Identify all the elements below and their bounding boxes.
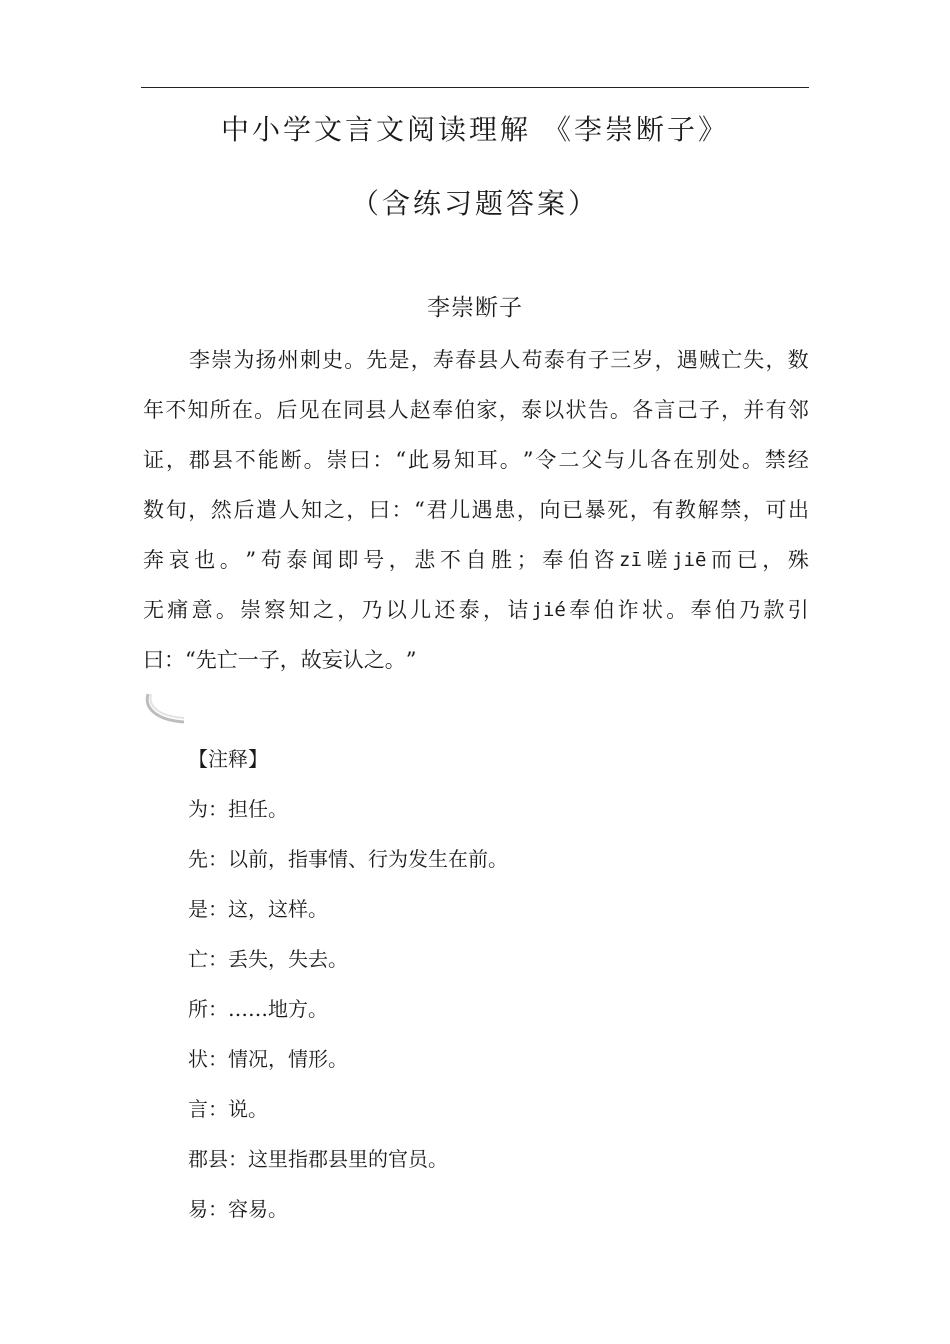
passage-char: 赵 [409,398,431,422]
passage-char: ， [721,398,743,422]
passage-char: “ [395,448,407,472]
passage-char: 州 [277,348,299,372]
passage-char: 泰 [543,348,565,372]
passage-line [143,438,809,488]
passage-char: 还 [434,598,456,622]
passage-char: 之 [312,598,334,622]
passage-char: 亡 [216,648,238,672]
passage-char: 儿 [410,598,432,622]
passage-char: 。 [344,348,366,372]
note-item: 亡：丢失，失去。 [188,947,348,971]
passage-char: ， [482,598,504,622]
passage-char: 诈 [617,598,639,622]
passage-char: ， [410,348,432,372]
passage-char: 伯 [567,548,589,572]
passage-char: 同 [343,398,365,422]
passage-char: 认 [342,648,364,672]
passage-char: ， [165,448,187,472]
passage-char: 款 [763,598,785,622]
passage-char: 向 [539,498,561,522]
passage-char: “ [414,498,425,522]
passage-char: 亡 [721,348,743,372]
passage-char: ： [164,648,185,672]
passage-char: ” [522,448,534,472]
passage-char: 己 [676,398,698,422]
passage-char: 崇 [240,598,262,622]
passage-char: 引 [787,598,809,622]
passage-char: 嗟 [646,548,668,572]
passage-char: 。 [666,598,688,622]
passage-char: 也 [194,548,216,572]
note-item: 郡县：这里指郡县里的官员。 [188,1147,448,1171]
passage-char: 状 [565,398,587,422]
passage-char: 教 [675,498,696,522]
note-item: 先：以前，指事情、行为发生在前。 [188,847,508,871]
passage-char: 春 [455,348,477,372]
passage-char: 数 [787,348,809,372]
passage-char: 即 [337,548,359,572]
passage-line [143,388,809,438]
passage-char: 不 [165,398,187,422]
passage-char: 失 [743,348,765,372]
passage-char: 人 [278,498,300,522]
passage-char: 家 [476,398,498,422]
passage-char: 耳 [476,448,498,472]
passage-char: 贼 [698,348,720,372]
passage-char: 伯 [593,598,615,622]
passage-char: 言 [654,398,676,422]
passage-char: 县 [477,348,499,372]
passage-char: 知 [301,498,323,522]
passage-char: 。 [254,398,276,422]
passage-char: 并 [743,398,765,422]
passage-char: 儿 [627,448,649,472]
passage-char: 崇 [211,348,233,372]
passage-char: 刺 [299,348,321,372]
passage-char: 伯 [714,598,736,622]
passage-title: 李崇断子 [427,295,523,321]
passage-char: 曰 [349,448,371,472]
passage-line [143,638,809,688]
passage-char: 禁 [720,498,742,522]
passage-char: 自 [465,548,487,572]
passage-char: 死 [607,498,629,522]
passage-char: 。 [219,548,241,572]
passage-char: 可 [765,498,787,522]
passage-char: ， [498,398,520,422]
passage-char: 。 [741,448,763,472]
passage-char: 状 [641,598,663,622]
document-subtitle: （含练习题答案） [350,187,599,220]
passage-char: ， [388,548,410,572]
passage-char: 号 [363,548,385,572]
passage-line [143,588,809,638]
passage-char: ； [516,548,538,572]
passage-char: 先 [366,348,388,372]
passage-char: 史 [322,348,344,372]
passage-char: 与 [604,448,626,472]
passage-char: 泰 [520,398,542,422]
passage-line [143,538,809,588]
note-item: 状：情况，情形。 [188,1047,348,1071]
passage-char: 出 [787,498,809,522]
passage-char: 县 [211,448,233,472]
passage-char: 经 [787,448,809,472]
passage-char: 殊 [787,548,809,572]
passage-char: 痛 [167,598,189,622]
passage-char: 为 [233,348,255,372]
passage-char: ， [188,498,210,522]
passage-char: ， [762,548,784,572]
passage-char: 在 [231,398,253,422]
passage-char: 知 [453,448,475,472]
note-item: 言：说。 [188,1097,268,1121]
passage-char: 。 [384,648,406,672]
note-item: 为：担任。 [188,797,288,821]
passage-char: 岁 [632,348,654,372]
document-title: 中小学文言文阅读理解 《李崇断子》 [221,113,729,146]
passage-char: 君 [426,498,448,522]
passage-char: ， [742,498,764,522]
passage-char: 在 [320,398,342,422]
passage-char: 先 [195,648,217,672]
passage-line [143,338,809,388]
passage-char: 告 [587,398,609,422]
passage-body [143,338,809,688]
passage-char: 已 [562,498,584,522]
passage-char: 奉 [432,398,454,422]
passage-char: 后 [233,498,255,522]
passage-char: 寿 [432,348,454,372]
passage-char: 泰 [286,548,308,572]
passage-char: 察 [264,598,286,622]
page-curl-mark [142,690,188,730]
passage-char: 之 [363,648,385,672]
passage-char: 胜 [491,548,513,572]
passage-char: 哀 [168,548,190,572]
passage-char: 奉 [690,598,712,622]
passage-char: 见 [298,398,320,422]
passage-char: 无 [143,598,164,622]
passage-char: 。 [303,448,325,472]
passage-char: 子 [698,398,720,422]
passage-char: 然 [210,498,232,522]
passage-char: ： [372,448,394,472]
passage-char: 崇 [326,448,348,472]
passage-char: 闻 [311,548,333,572]
passage-char: 以 [543,398,565,422]
passage-char: ， [279,648,301,672]
passage-char: 解 [697,498,719,522]
passage-char: 苟 [521,348,543,372]
passage-char: 证 [143,448,164,472]
passage-char: 邻 [787,398,809,422]
passage-char: ： [391,498,413,522]
passage-char: 断 [280,448,302,472]
passage-char: 是 [388,348,410,372]
passage-char: 李 [189,348,210,372]
passage-char: 二 [558,448,580,472]
passage-char: 诘 [507,598,529,622]
passage-char: 能 [257,448,279,472]
passage-char: 遇 [471,498,493,522]
passage-char: 各 [650,448,672,472]
passage-char: 禁 [764,448,786,472]
passage-char: 苟 [260,548,282,572]
passage-char: ， [765,348,787,372]
passage-char: 奉 [542,548,564,572]
passage-char: 扬 [255,348,277,372]
passage-char: 后 [276,398,298,422]
passage-char: ” [245,548,257,572]
passage-char: 奔 [143,548,164,572]
passage-char: 妄 [321,648,343,672]
passage-char: ” [405,648,417,672]
passage-char: 患 [494,498,516,522]
header-rule [141,87,809,88]
passage-char: zī [619,549,642,571]
passage-char: 不 [439,548,461,572]
passage-char: 在 [673,448,694,472]
passage-char: 以 [385,598,407,622]
passage-char: 子 [258,648,280,672]
note-item: 是：这，这样。 [188,897,328,921]
passage-char: 而 [711,548,733,572]
passage-char: 年 [143,398,164,422]
passage-char: jié [531,599,566,621]
passage-char: 所 [209,398,231,422]
passage-char: 此 [408,448,429,472]
passage-char: 易 [430,448,452,472]
passage-char: 父 [581,448,603,472]
passage-char: 。 [609,398,631,422]
passage-char: 儿 [449,498,471,522]
passage-char: “ [185,648,196,672]
passage-char: 乃 [739,598,761,622]
passage-char: 乃 [361,598,383,622]
passage-char: 数 [143,498,164,522]
passage-char: 。 [215,598,237,622]
passage-char: 别 [695,448,717,472]
passage-char: 县 [365,398,387,422]
passage-char: 知 [187,398,209,422]
passage-char: 旬 [165,498,187,522]
passage-char: 意 [191,598,213,622]
passage-char: 令 [535,448,557,472]
passage-char: 曰 [143,648,164,672]
passage-char: ， [337,598,359,622]
notes-section [188,738,788,1238]
passage-char: 有 [765,398,787,422]
passage-char: 曰 [368,498,390,522]
passage-char: 咨 [593,548,615,572]
passage-char: 之 [323,498,345,522]
passage-char: 知 [288,598,310,622]
passage-char: 暴 [584,498,606,522]
passage-char: 郡 [188,448,210,472]
passage-char: 悲 [414,548,436,572]
passage-char: 奉 [569,598,591,622]
passage-line [143,488,809,538]
passage-char: ， [346,498,368,522]
notes-header: 【注释】 [188,747,268,771]
passage-char: 。 [499,448,521,472]
passage-char: 子 [588,348,610,372]
passage-char: 故 [300,648,322,672]
passage-char: ， [516,498,538,522]
passage-char: 遣 [255,498,277,522]
passage-char: 遇 [676,348,698,372]
note-item: 所：……地方。 [188,997,328,1021]
passage-char: 人 [387,398,409,422]
passage-char: 有 [565,348,587,372]
passage-char: ， [629,498,651,522]
passage-char: 人 [499,348,521,372]
passage-char: 三 [610,348,632,372]
passage-char: 已 [736,548,758,572]
passage-char: ， [654,348,676,372]
passage-char: 有 [652,498,674,522]
passage-char: 不 [234,448,256,472]
passage-char: 一 [237,648,259,672]
passage-char: 伯 [454,398,476,422]
note-item: 易：容易。 [188,1197,288,1221]
passage-char: 泰 [458,598,480,622]
passage-char: 各 [632,398,654,422]
passage-char: 处 [718,448,740,472]
passage-char: jiē [672,549,707,571]
